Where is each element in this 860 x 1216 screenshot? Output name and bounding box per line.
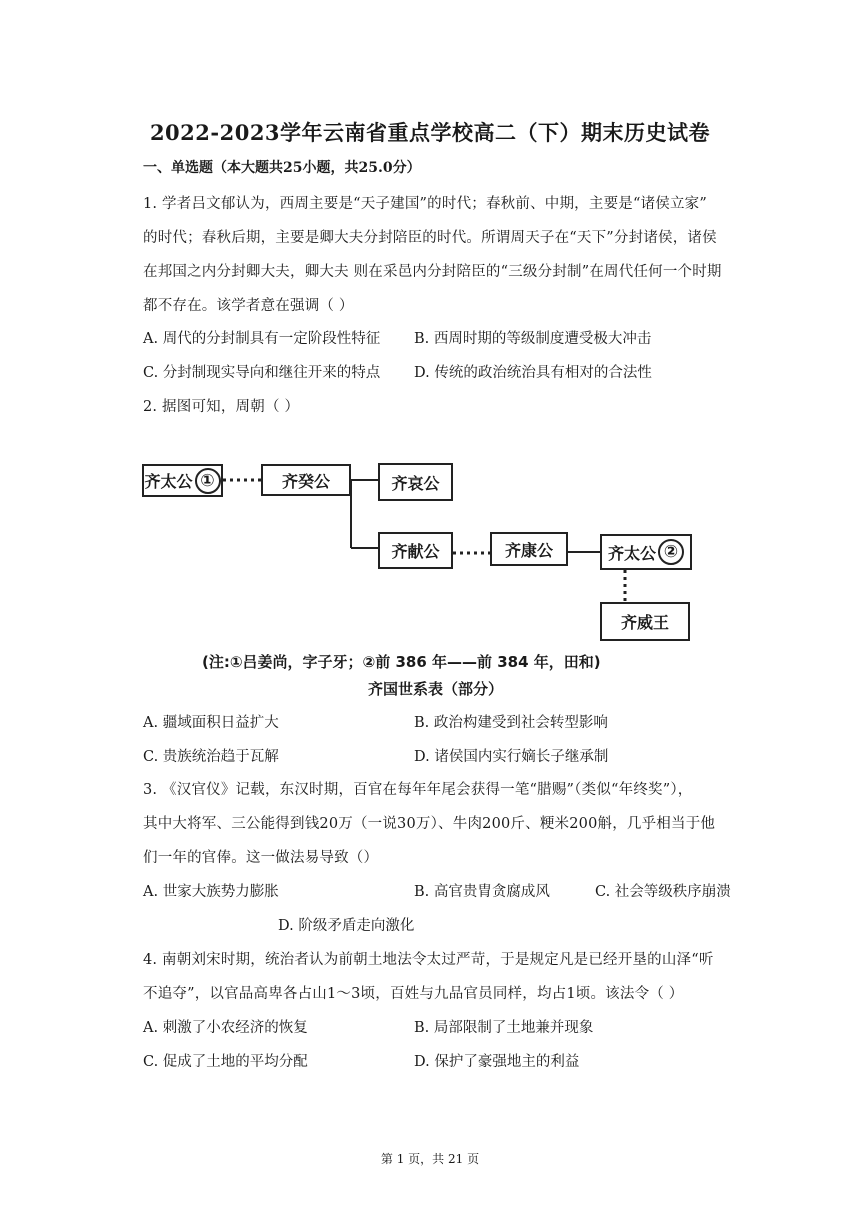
q4-option-a: A. 刺激了小农经济的恢复	[143, 1020, 308, 1036]
q2-option-c: C. 贵族统治趋于瓦解	[143, 749, 279, 765]
q1-line: 1. 学者吕文郁认为，西周主要是“天子建国”的时代；春秋前、中期，主要是“诸侯立家”	[143, 196, 707, 212]
lineage-diagram	[140, 440, 740, 700]
box-qi-taigong-1	[142, 464, 223, 497]
box-label: 齐康公	[504, 540, 553, 560]
box-qi-gui-gong	[261, 464, 351, 496]
q4-line: 不追夺”，以官品高卑各占山1～3顷，百姓与九品官员同样，均占1顷。该法令（ ）	[143, 986, 684, 1002]
box-qi-kang-gong	[490, 532, 568, 566]
q3-option-a: A. 世家大族势力膨胀	[143, 884, 279, 900]
box-qi-xian-gong	[378, 532, 453, 569]
q1-line: 都不存在。该学者意在强调（ ）	[143, 298, 354, 314]
box-label: 齐献公	[391, 542, 440, 561]
q1-option-a: A. 周代的分封制具有一定阶段性特征	[143, 331, 381, 347]
diagram-caption: 齐国世系表（部分）	[368, 680, 504, 698]
q1-option-b: B. 西周时期的等级制度遭受极大冲击	[414, 331, 652, 347]
box-label: 齐癸公	[281, 471, 330, 491]
q4-option-d: D. 保护了豪强地主的利益	[414, 1054, 580, 1070]
q3-option-d: D. 阶级矛盾走向激化	[278, 918, 415, 934]
q4-option-c: C. 促成了土地的平均分配	[143, 1054, 308, 1070]
q3-option-c: C. 社会等级秩序崩溃	[595, 884, 731, 900]
box-label: 齐太公	[144, 472, 193, 491]
q2-option-d: D. 诸侯国内实行嫡长子继承制	[414, 749, 609, 765]
box-qi-wei-wang	[600, 602, 690, 641]
note-marker-1: ①	[195, 468, 221, 494]
section-heading: 一、单选题（本大题共25小题，共25.0分）	[143, 160, 421, 176]
q2-stem: 2. 据图可知，周朝（ ）	[143, 399, 300, 415]
q3-line: 其中大将军、三公能得到钱20万（一说30万）、牛肉200斤、粳米200斛，几乎相当于他	[143, 816, 716, 832]
q1-line: 的时代；春秋后期，主要是卿大夫分封陪臣的时代。所谓周天子在“天下”分封诸侯，诸侯	[143, 230, 717, 246]
q1-option-c: C. 分封制现实导向和继往开来的特点	[143, 365, 381, 381]
box-label: 齐太公	[607, 543, 656, 563]
q1-option-d: D. 传统的政治统治具有相对的合法性	[414, 365, 652, 381]
q4-option-b: B. 局部限制了土地兼并现象	[414, 1020, 594, 1036]
page-footer: 第 1 页，共 21 页	[380, 1152, 480, 1166]
q3-line: 们一年的官俸。这一做法易导致（）	[143, 850, 379, 866]
box-label: 齐威王	[620, 613, 669, 632]
page-title: 2022-2023学年云南省重点学校高二（下）期末历史试卷	[149, 120, 711, 145]
q1-line: 在邦国之内分封卿大夫，卿大夫 则在采邑内分封陪臣的“三级分封制”在周代任何一个时期	[143, 264, 722, 280]
q2-option-a: A. 疆域面积日益扩大	[143, 715, 279, 731]
box-qi-ai-gong	[378, 463, 453, 501]
q2-option-b: B. 政治构建受到社会转型影响	[414, 715, 608, 731]
diagram-note: (注:①吕姜尚，字子牙；②前 386 年——前 384 年，田和)	[202, 653, 601, 671]
note-marker-2: ②	[658, 539, 684, 565]
q4-line: 4. 南朝刘宋时期，统治者认为前朝土地法令太过严苛，于是规定凡是已经开垦的山泽“听	[143, 952, 714, 968]
q3-option-b: B. 高官贵胄贪腐成风	[414, 884, 550, 900]
box-label: 齐哀公	[391, 473, 440, 493]
box-qi-taigong-2	[600, 534, 692, 570]
q3-line: 3. 《汉官仪》记载，东汉时期，百官在每年年尾会获得一笔“腊赐”（类似“年终奖”），	[143, 782, 693, 798]
